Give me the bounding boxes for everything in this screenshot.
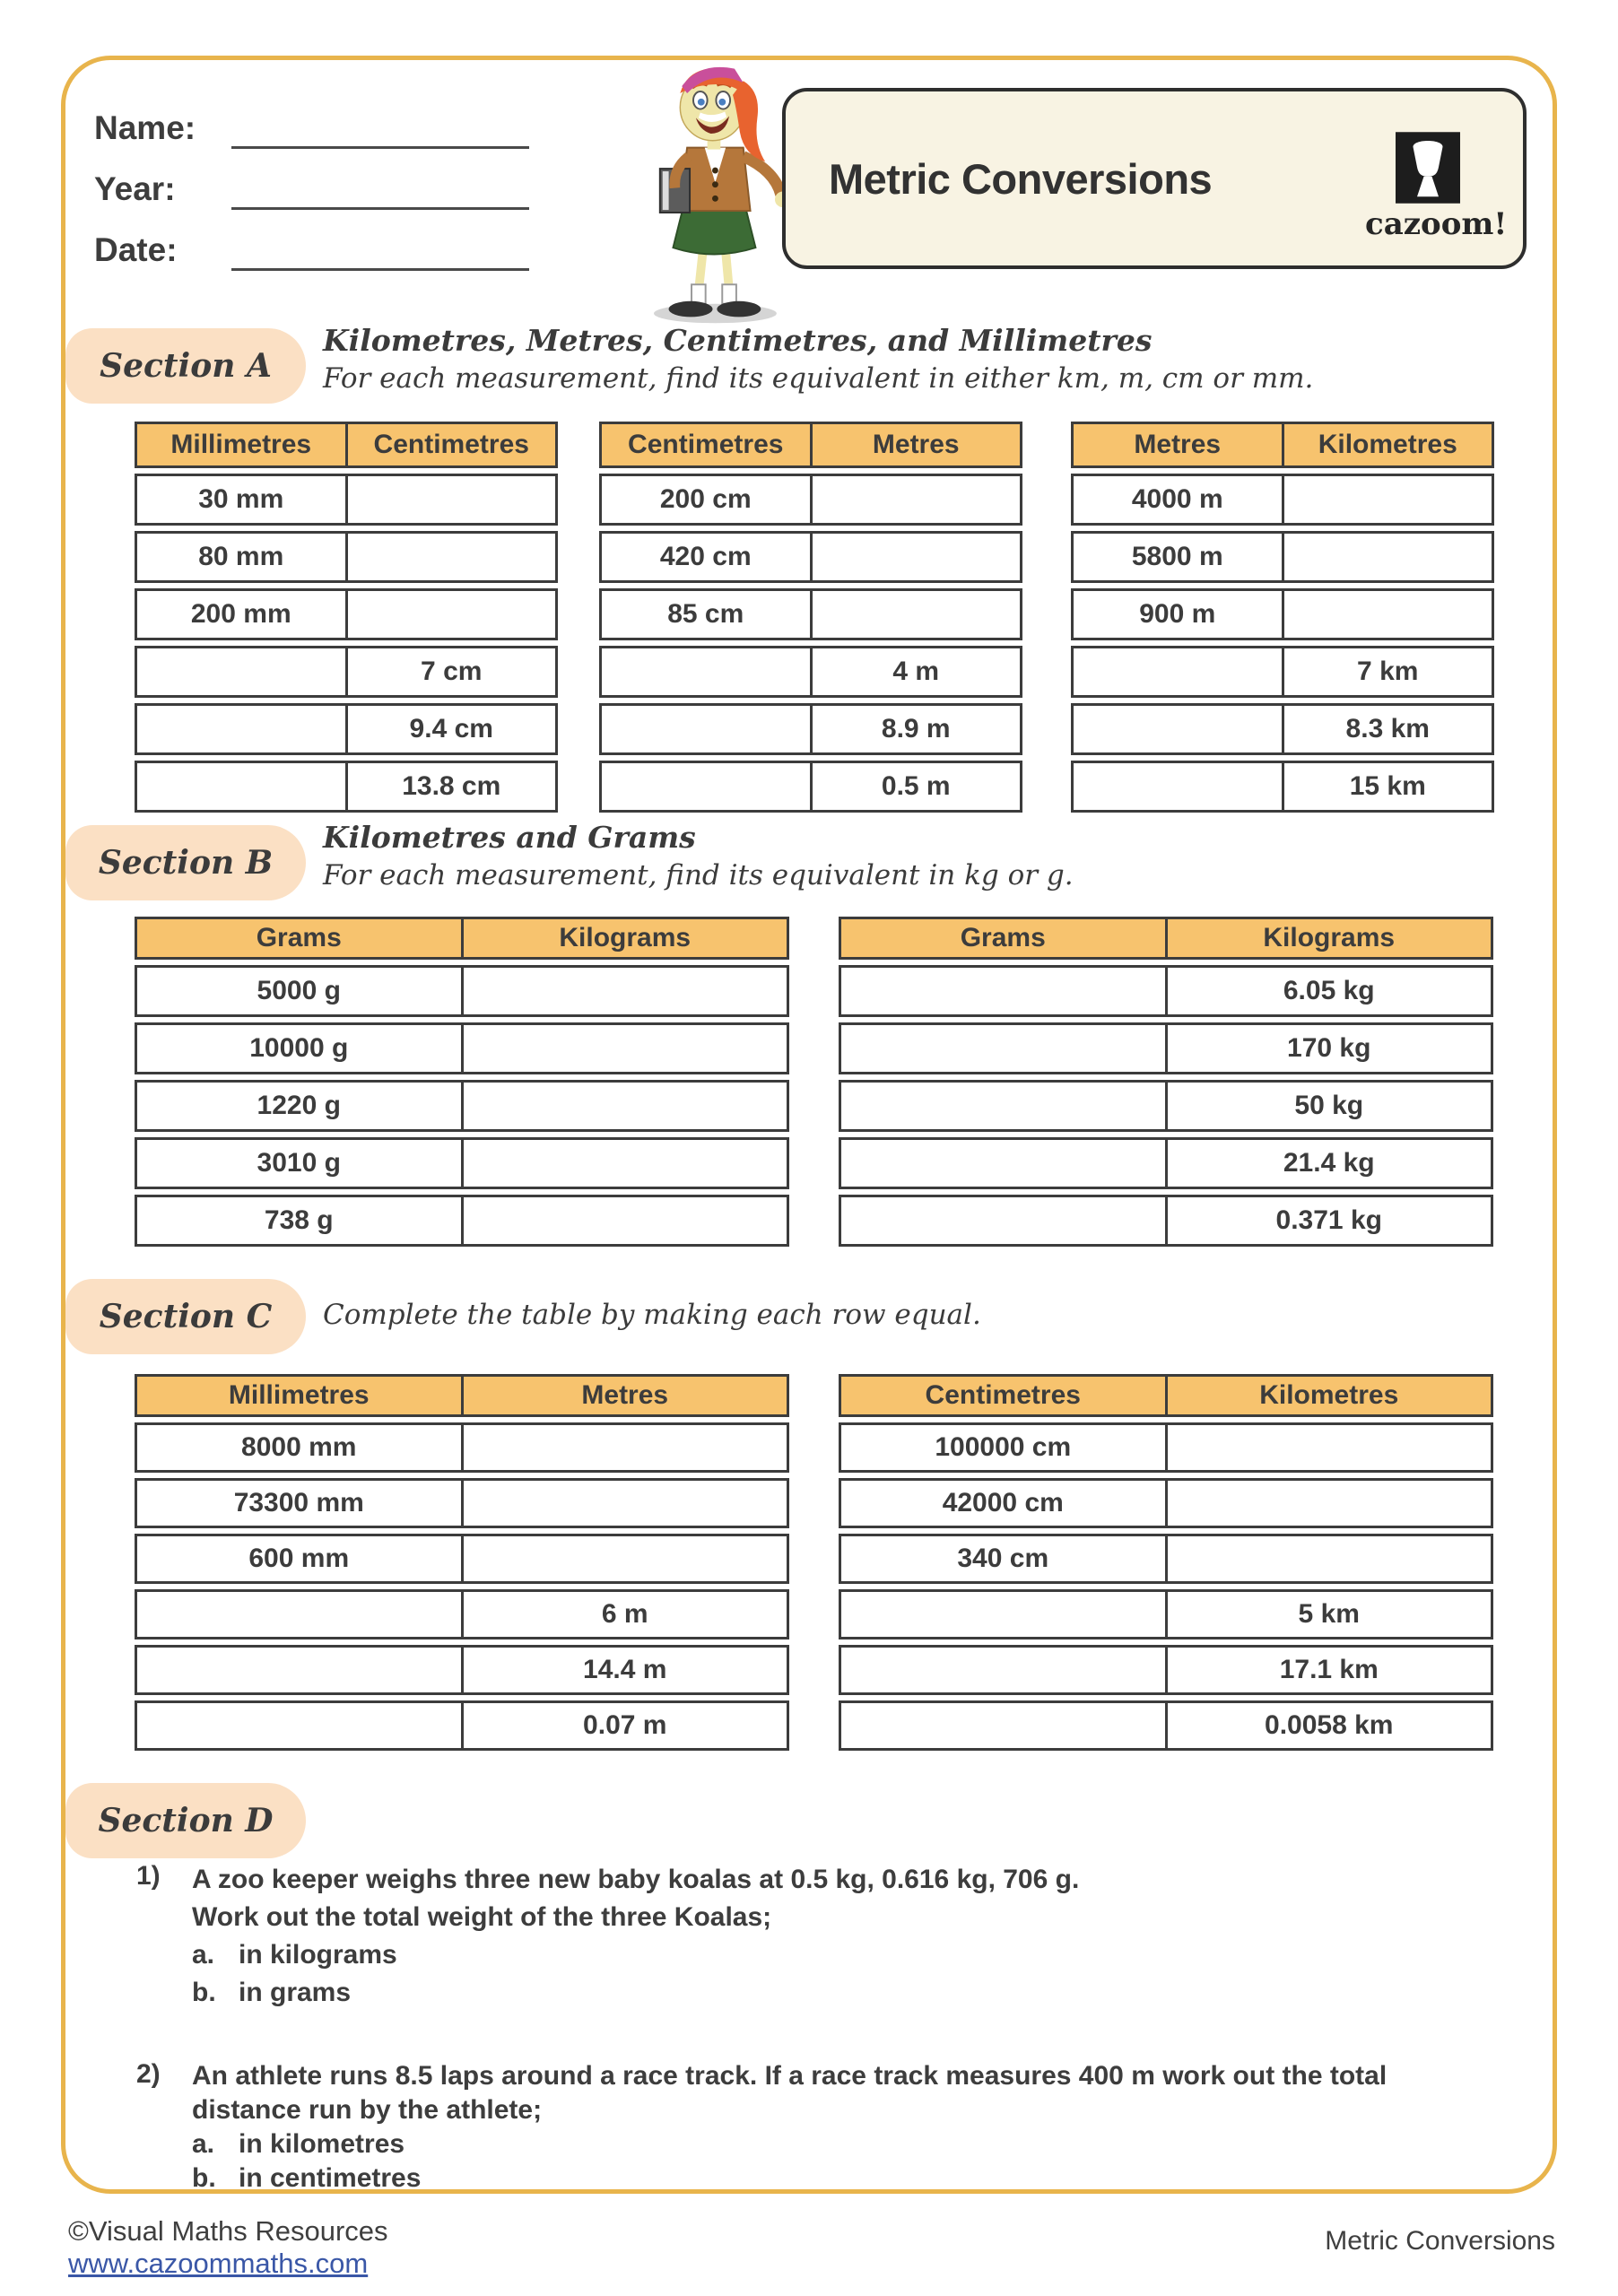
- value-cell: 6 m: [461, 1592, 787, 1637]
- table-row: [599, 646, 1022, 698]
- answer-cell-blank[interactable]: [1165, 1536, 1492, 1581]
- table-row: [135, 1080, 789, 1132]
- answer-cell-blank[interactable]: [810, 534, 1021, 580]
- value-cell: 0.5 m: [810, 763, 1021, 810]
- answer-cell-blank[interactable]: [841, 1083, 1165, 1129]
- table-row: [1071, 646, 1494, 698]
- table-row: [839, 1589, 1493, 1639]
- answer-cell-blank[interactable]: [810, 476, 1021, 523]
- name-input-line[interactable]: [231, 146, 529, 149]
- value-cell: 170 kg: [1165, 1025, 1492, 1072]
- answer-cell-blank[interactable]: [461, 1536, 787, 1581]
- answer-cell-blank[interactable]: [1282, 534, 1492, 580]
- section-a-instruction: For each measurement, find its equivalent in either km, m, cm or mm.: [323, 362, 1314, 395]
- table-row: [839, 1478, 1493, 1528]
- table-g-kg-1: [135, 917, 789, 1247]
- answer-cell-blank[interactable]: [137, 1592, 461, 1637]
- question-1-line: A zoo keeper weighs three new baby koalas at 0.5 kg, 0.616 kg, 706 g.: [192, 1865, 1080, 1894]
- value-cell: 21.4 kg: [1165, 1140, 1492, 1187]
- value-cell: 5000 g: [257, 976, 341, 1005]
- question-1-line: Work out the total weight of the three Koalas;: [192, 1902, 772, 1932]
- table-mm-m: [135, 1374, 789, 1751]
- answer-cell-blank[interactable]: [841, 1592, 1165, 1637]
- table-row: [839, 1195, 1493, 1247]
- column-header: Kilometres: [1282, 424, 1492, 465]
- answer-cell-blank[interactable]: [461, 1140, 787, 1187]
- answer-cell-blank[interactable]: [1282, 476, 1492, 523]
- table-row: [135, 646, 558, 698]
- answer-cell-blank[interactable]: [345, 476, 556, 523]
- value-cell: 420 cm: [659, 542, 752, 571]
- value-cell: 8.9 m: [810, 706, 1021, 752]
- table-row: [135, 531, 558, 583]
- value-cell: 600 mm: [248, 1544, 350, 1573]
- answer-cell-blank[interactable]: [810, 591, 1021, 638]
- answer-cell-blank[interactable]: [1074, 706, 1282, 752]
- column-header: Kilometres: [1165, 1377, 1492, 1414]
- table-row: [599, 474, 1022, 526]
- table-mm-cm: [135, 422, 558, 813]
- question-2-line: An athlete runs 8.5 laps around a race track. If a race track measures 400 m work out the total: [192, 2061, 1387, 2091]
- answer-cell-blank[interactable]: [461, 1025, 787, 1072]
- table-row: [839, 1422, 1493, 1473]
- copyright-text: ©Visual Maths Resources: [68, 2215, 388, 2247]
- value-cell: 10000 g: [249, 1033, 349, 1063]
- section-b-heading: Kilometres and Grams: [323, 820, 696, 855]
- value-cell: 1220 g: [257, 1091, 341, 1120]
- section-a-label: Section A: [65, 328, 306, 404]
- column-header: Millimetres: [170, 430, 312, 459]
- value-cell: 8000 mm: [241, 1432, 357, 1462]
- value-cell: 738 g: [264, 1205, 334, 1235]
- section-a-heading: Kilometres, Metres, Centimetres, and Millimetres: [323, 323, 1153, 358]
- table-row: [135, 474, 558, 526]
- column-header: Millimetres: [228, 1380, 370, 1410]
- answer-cell-blank[interactable]: [137, 1648, 461, 1692]
- date-label: Date:: [94, 231, 178, 268]
- column-header: Metres: [810, 424, 1021, 465]
- value-cell: 0.371 kg: [1165, 1197, 1492, 1244]
- answer-cell-blank[interactable]: [841, 1140, 1165, 1187]
- value-cell: 8.3 km: [1282, 706, 1492, 752]
- table-row: [135, 761, 558, 813]
- question-1-number: 1): [136, 1861, 161, 1891]
- table-row: [135, 1137, 789, 1189]
- column-header: Kilograms: [1165, 919, 1492, 957]
- answer-cell-blank[interactable]: [841, 1648, 1165, 1692]
- answer-cell-blank[interactable]: [1165, 1481, 1492, 1526]
- value-cell: 15 km: [1282, 763, 1492, 810]
- table-row: [599, 588, 1022, 640]
- question-2: [136, 2059, 1522, 2196]
- table-header-row: [839, 1374, 1493, 1417]
- table-row: [135, 1422, 789, 1473]
- question-2-sub-a: a. in kilometres: [192, 2129, 405, 2159]
- column-header: Grams: [256, 923, 342, 952]
- table-row: [599, 761, 1022, 813]
- section-b-instruction: For each measurement, find its equivalent in kg or g.: [323, 859, 1074, 891]
- cazoom-logo-text: cazoom!: [1365, 206, 1508, 242]
- section-d-label: Section D: [65, 1783, 306, 1858]
- table-row: [1071, 531, 1494, 583]
- table-row: [839, 1137, 1493, 1189]
- table-row: [135, 1534, 789, 1584]
- answer-cell-blank[interactable]: [602, 763, 810, 810]
- table-row: [135, 703, 558, 755]
- column-header: Centimetres: [628, 430, 784, 459]
- table-row: [135, 1478, 789, 1528]
- table-cm-km: [839, 1374, 1493, 1751]
- answer-cell-blank[interactable]: [841, 1197, 1165, 1244]
- table-row: [135, 1022, 789, 1074]
- question-2-line: distance run by the athlete;: [192, 2095, 543, 2125]
- worksheet-title: Metric Conversions: [829, 154, 1213, 203]
- table-row: [135, 1195, 789, 1247]
- question-2-sub-b: b. in centimetres: [192, 2163, 422, 2193]
- table-row: [135, 588, 558, 640]
- answer-cell-blank[interactable]: [1282, 591, 1492, 638]
- answer-cell-blank[interactable]: [461, 1197, 787, 1244]
- answer-cell-blank[interactable]: [602, 648, 810, 695]
- year-input-line[interactable]: [231, 207, 529, 210]
- table-row: [839, 1080, 1493, 1132]
- value-cell: 100000 cm: [935, 1432, 1072, 1462]
- cazoom-drum-icon: [1396, 131, 1460, 204]
- answer-cell-blank[interactable]: [137, 648, 345, 695]
- table-header-row: [599, 422, 1022, 468]
- value-cell: 85 cm: [667, 599, 744, 629]
- value-cell: 6.05 kg: [1165, 968, 1492, 1014]
- table-row: [839, 1700, 1493, 1751]
- website-link[interactable]: www.cazoommaths.com: [68, 2248, 369, 2279]
- table-row: [839, 1645, 1493, 1695]
- value-cell: 340 cm: [957, 1544, 1049, 1573]
- table-row: [599, 703, 1022, 755]
- question-2-number: 2): [136, 2059, 161, 2089]
- table-row: [1071, 588, 1494, 640]
- name-label: Name:: [94, 109, 196, 146]
- value-cell: 900 m: [1139, 599, 1216, 629]
- table-header-row: [135, 1374, 789, 1417]
- value-cell: 13.8 cm: [345, 763, 556, 810]
- value-cell: 50 kg: [1165, 1083, 1492, 1129]
- value-cell: 42000 cm: [942, 1488, 1064, 1518]
- table-row: [135, 965, 789, 1017]
- question-1-sub-b: b. in grams: [192, 1978, 352, 2007]
- answer-cell-blank[interactable]: [345, 534, 556, 580]
- table-header-row: [135, 422, 558, 468]
- year-label: Year:: [94, 170, 176, 207]
- answer-cell-blank[interactable]: [1074, 763, 1282, 810]
- answer-cell-blank[interactable]: [461, 968, 787, 1014]
- table-m-km: [1071, 422, 1494, 813]
- table-row: [839, 1022, 1493, 1074]
- value-cell: 7 km: [1282, 648, 1492, 695]
- answer-cell-blank[interactable]: [137, 763, 345, 810]
- value-cell: 80 mm: [198, 542, 284, 571]
- value-cell: 5 km: [1165, 1592, 1492, 1637]
- value-cell: 200 cm: [659, 484, 752, 514]
- value-cell: 17.1 km: [1165, 1648, 1492, 1692]
- answer-cell-blank[interactable]: [137, 706, 345, 752]
- value-cell: 4000 m: [1131, 484, 1223, 514]
- date-input-line[interactable]: [231, 268, 529, 271]
- answer-cell-blank[interactable]: [841, 968, 1165, 1014]
- table-row: [839, 1534, 1493, 1584]
- answer-cell-blank[interactable]: [137, 1703, 461, 1748]
- table-row: [135, 1700, 789, 1751]
- value-cell: 9.4 cm: [345, 706, 556, 752]
- column-header: Metres: [1134, 430, 1222, 459]
- table-g-kg-2: [839, 917, 1493, 1247]
- table-row: [1071, 761, 1494, 813]
- section-b-label: Section B: [65, 825, 306, 900]
- column-header: Kilograms: [461, 919, 787, 957]
- table-row: [135, 1645, 789, 1695]
- answer-cell-blank[interactable]: [461, 1425, 787, 1470]
- table-row: [1071, 474, 1494, 526]
- table-header-row: [1071, 422, 1494, 468]
- value-cell: 0.0058 km: [1165, 1703, 1492, 1748]
- answer-cell-blank[interactable]: [602, 706, 810, 752]
- value-cell: 0.07 m: [461, 1703, 787, 1748]
- value-cell: 30 mm: [198, 484, 284, 514]
- answer-cell-blank[interactable]: [841, 1025, 1165, 1072]
- table-row: [599, 531, 1022, 583]
- answer-cell-blank[interactable]: [461, 1083, 787, 1129]
- table-header-row: [135, 917, 789, 960]
- answer-cell-blank[interactable]: [1165, 1425, 1492, 1470]
- title-box: [782, 88, 1527, 269]
- cazoom-logo: [1365, 131, 1508, 242]
- question-1-sub-a: a. in kilograms: [192, 1940, 397, 1970]
- value-cell: 5800 m: [1131, 542, 1223, 571]
- value-cell: 200 mm: [190, 599, 291, 629]
- column-header: Metres: [461, 1377, 787, 1414]
- value-cell: 73300 mm: [233, 1488, 364, 1518]
- table-row: [135, 1589, 789, 1639]
- table-row: [1071, 703, 1494, 755]
- column-header: Centimetres: [925, 1380, 1081, 1410]
- value-cell: 14.4 m: [461, 1648, 787, 1692]
- section-c-label: Section C: [65, 1279, 306, 1354]
- table-row: [839, 965, 1493, 1017]
- section-c-instruction: Complete the table by making each row equal.: [323, 1299, 981, 1331]
- answer-cell-blank[interactable]: [345, 591, 556, 638]
- column-header: Grams: [960, 923, 1046, 952]
- table-cm-m: [599, 422, 1022, 813]
- value-cell: 3010 g: [257, 1148, 341, 1178]
- value-cell: 7 cm: [345, 648, 556, 695]
- answer-cell-blank[interactable]: [461, 1481, 787, 1526]
- answer-cell-blank[interactable]: [1074, 648, 1282, 695]
- footer-doc-title: Metric Conversions: [1325, 2226, 1555, 2256]
- question-1: [136, 1861, 1522, 2012]
- table-header-row: [839, 917, 1493, 960]
- value-cell: 4 m: [810, 648, 1021, 695]
- column-header: Centimetres: [345, 424, 556, 465]
- answer-cell-blank[interactable]: [841, 1703, 1165, 1748]
